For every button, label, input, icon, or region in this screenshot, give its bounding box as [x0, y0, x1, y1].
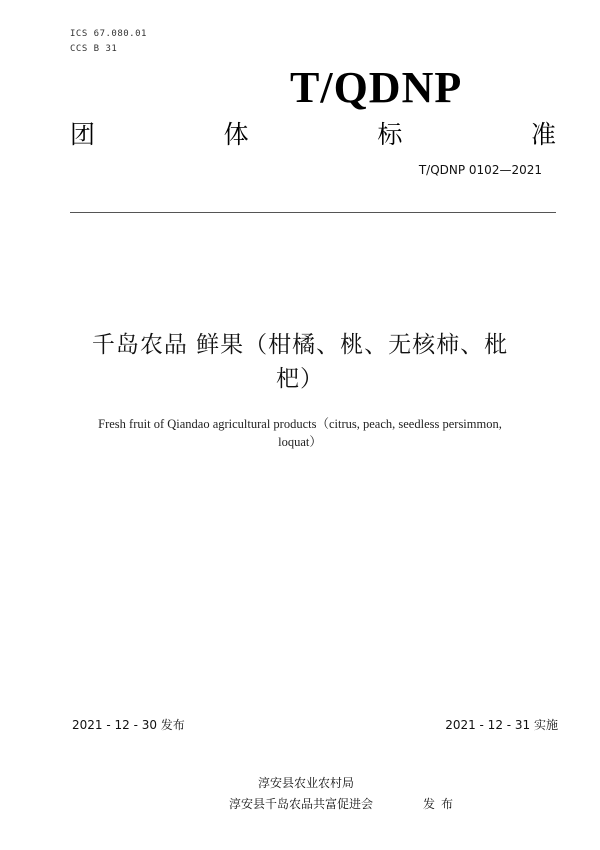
standard-type-char: 准	[530, 120, 556, 149]
issue-date: 2021 - 12 - 30 发布	[72, 718, 185, 732]
issue-label: 发布	[423, 797, 460, 811]
issuer-line-2: 淳安县千岛农品共富促进会	[229, 797, 374, 811]
title-chinese-line-1: 千岛农品 鲜果（柑橘、桃、无核柿、枇	[91, 332, 509, 358]
implementation-date: 2021 - 12 - 31 实施	[445, 718, 558, 732]
standard-type-char: 团	[70, 120, 96, 149]
standard-logo: T/QDNP	[290, 63, 463, 112]
title-chinese-line-2: 杷）	[276, 366, 324, 392]
standard-number: T/QDNP 0102—2021	[418, 163, 542, 177]
title-english-line-2: loquat）	[278, 435, 322, 449]
standard-type-char: 体	[223, 120, 249, 149]
standard-type	[70, 115, 556, 151]
header-divider	[70, 212, 556, 213]
standard-type-char: 标	[377, 120, 403, 149]
title-english-line-1: Fresh fruit of Qiandao agricultural products（citrus, peach, seedless persimmon,	[98, 417, 502, 431]
ics-code: ICS 67.080.01	[70, 29, 147, 39]
ccs-code: CCS B 31	[70, 44, 118, 54]
issuer-line-1: 淳安县农业农村局	[258, 776, 355, 790]
